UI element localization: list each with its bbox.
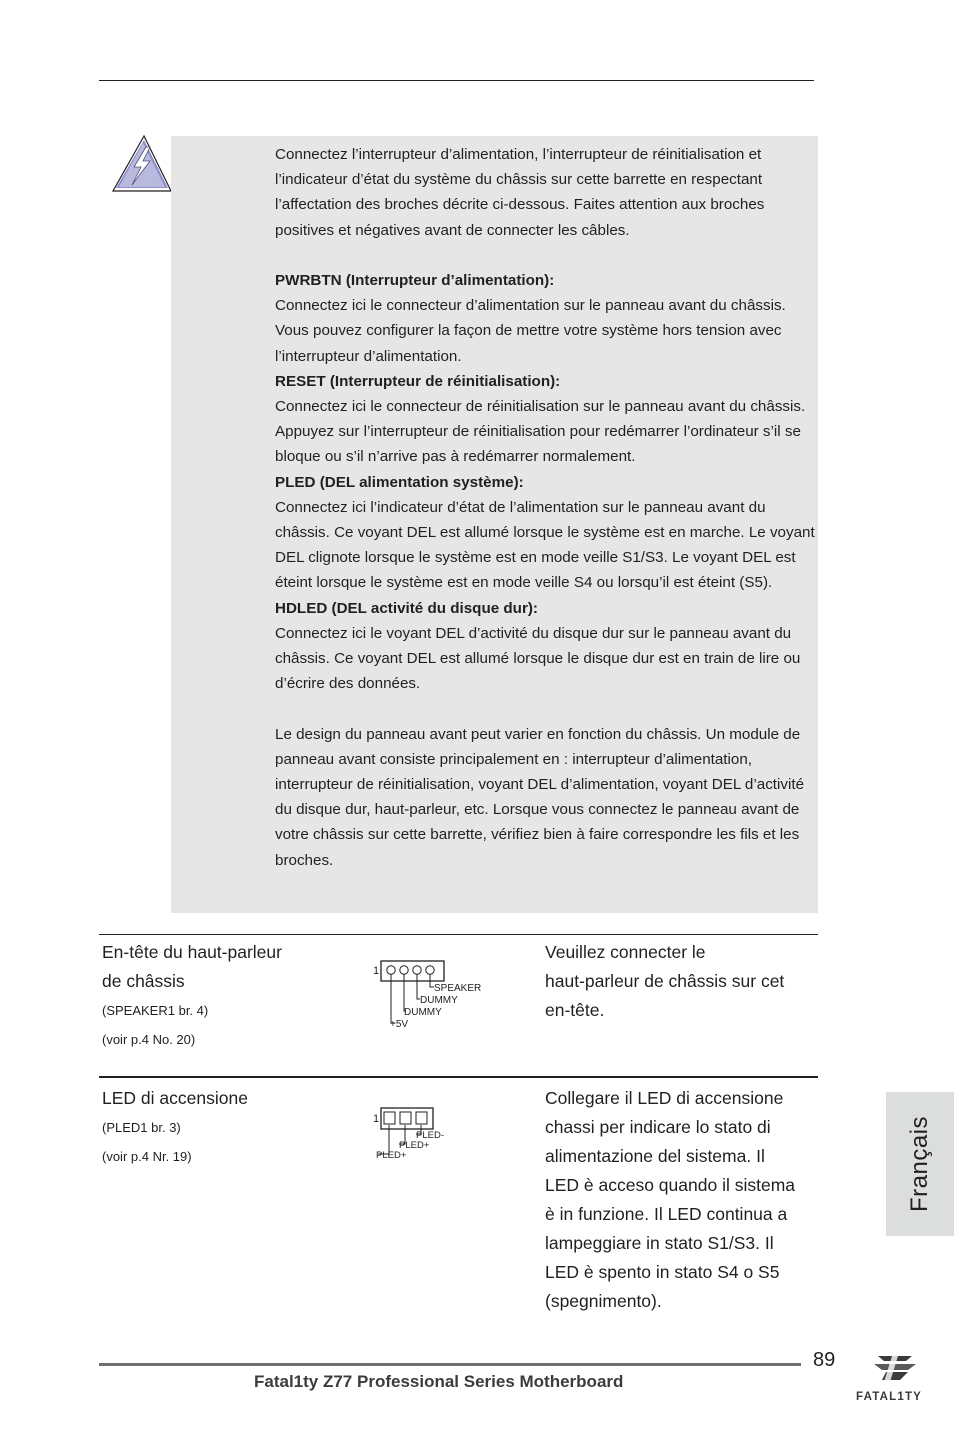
pled-text: Connectez ici l’indicateur d’état de l’alimentation sur le panneau avant du châssis. Ce voyant DEL est allumé lorsque le système est en marche. Le voyant DEL clignote lorsque le système est en mode veille S1/S3. Le voyant DEL est éteint lorsque le système est en mode veille S4 ou lorsqu’il est éteint (S5). bbox=[275, 498, 815, 592]
speaker-header-label bbox=[102, 938, 282, 1054]
led-pin-diagram bbox=[370, 1104, 470, 1164]
footer-rule bbox=[99, 1363, 801, 1366]
fatal1ty-logo bbox=[852, 1352, 934, 1408]
speaker-pin-label-speaker: SPEAKER bbox=[434, 983, 482, 994]
reset-title: RESET (Interrupteur de réinitialisation): bbox=[275, 372, 561, 390]
speaker-section-rule bbox=[99, 934, 818, 935]
led-desc-line: alimentazione del sistema. Il bbox=[545, 1146, 765, 1166]
speaker-pin-label-5v: +5V bbox=[390, 1019, 409, 1030]
page-number: 89 bbox=[813, 1349, 836, 1371]
top-rule bbox=[99, 80, 814, 81]
hdled-text: Connectez ici le voyant DEL d’activité du disque dur sur le panneau avant du châssis. Ce voyant DEL est allumé lorsque le disque dur est en train de lire ou d’écrire des données. bbox=[275, 624, 801, 693]
speaker-description bbox=[545, 938, 825, 1025]
warning-lightning-icon bbox=[110, 133, 174, 193]
speaker-pin1-label: 1 bbox=[373, 965, 380, 977]
led-title: LED di accensione bbox=[102, 1088, 248, 1108]
language-tab-label: Français bbox=[906, 1115, 933, 1213]
hdled-title: HDLED (DEL activité du disque dur): bbox=[275, 599, 538, 617]
speaker-pin-label-dummy1: DUMMY bbox=[420, 995, 458, 1006]
led-desc-line: LED è spento in stato S4 o S5 bbox=[545, 1262, 780, 1282]
led-pin1-label: 1 bbox=[373, 1113, 380, 1125]
led-ref: (PLED1 br. 3) bbox=[102, 1120, 181, 1135]
led-header-label bbox=[102, 1084, 248, 1171]
led-page-ref: (voir p.4 Nr. 19) bbox=[102, 1149, 192, 1164]
pwrbtn-text: Connectez ici le connecteur d’alimentation sur le panneau avant du châssis. Vous pouvez configurer la façon de mettre votre système hors tension avec l’interrupteur d’alimentation. bbox=[275, 297, 786, 365]
speaker-page-ref: (voir p.4 No. 20) bbox=[102, 1032, 196, 1047]
note-text bbox=[275, 142, 820, 873]
language-tab bbox=[886, 1092, 954, 1236]
fatal1ty-logo-text: FATAL1TY bbox=[856, 1391, 923, 1403]
footer-title: Fatal1ty Z77 Professional Series Motherboard bbox=[254, 1372, 624, 1391]
led-description bbox=[545, 1084, 825, 1316]
led-pin-label-plus2: PLED+ bbox=[376, 1150, 407, 1161]
speaker-title-line1: En-tête du haut-parleur bbox=[102, 942, 282, 962]
led-pin-label-plus1: PLED+ bbox=[399, 1140, 430, 1151]
led-pin-label-minus: PLED- bbox=[416, 1130, 444, 1141]
led-desc-line: LED è acceso quando il sistema bbox=[545, 1175, 795, 1195]
speaker-desc-line1: Veuillez connecter le bbox=[545, 942, 706, 962]
fatal1ty-emblem-icon bbox=[874, 1356, 916, 1382]
speaker-desc-line2: haut-parleur de châssis sur cet bbox=[545, 971, 785, 991]
speaker-ref: (SPEAKER1 br. 4) bbox=[102, 1003, 209, 1018]
speaker-pin-label-dummy2: DUMMY bbox=[404, 1007, 442, 1018]
led-desc-line: lampeggiare in stato S1/S3. Il bbox=[545, 1233, 774, 1253]
note-intro: Connectez l’interrupteur d’alimentation, l’interrupteur de réinitialisation et l’indicateur d’état du système du châssis sur cette barrette en respectant l’affectation des broches décrite ci-dessous. Faites attention aux broches positives et négatives avant de connecter les câbles. bbox=[275, 146, 765, 239]
speaker-title-line2: de châssis bbox=[102, 971, 185, 991]
pwrbtn-title: PWRBTN (Interrupteur d’alimentation): bbox=[275, 272, 555, 289]
led-desc-line: chassi per indicare lo stato di bbox=[545, 1117, 771, 1137]
pled-title: PLED (DEL alimentation système): bbox=[275, 473, 524, 491]
design-text: Le design du panneau avant peut varier en fonction du châssis. Un module de panneau avant consiste principalement en : interrupteur d’alimentation, interrupteur de réinitialisation, voyant DEL d’alimentation, voyant DEL d’activité du disque dur, haut-parleur, etc. Lorsque vous connectez le panneau avant de votre châssis sur cette barrette, vérifiez bien à faire correspondre les fils et les broches. bbox=[275, 725, 805, 869]
speaker-desc-line3: en-tête. bbox=[545, 1000, 605, 1020]
led-desc-line: è in funzione. Il LED continua a bbox=[545, 1204, 788, 1224]
led-desc-line: Collegare il LED di accensione bbox=[545, 1088, 784, 1108]
speaker-pin-diagram bbox=[370, 956, 500, 1036]
led-desc-line: (spegnimento). bbox=[545, 1291, 662, 1311]
led-section-rule bbox=[99, 1076, 818, 1078]
reset-text: Connectez ici le connecteur de réinitialisation sur le panneau avant du châssis. Appuyez sur l’interrupteur de réinitialisation pour redémarrer l’ordinateur s’il se bloque ou s’il n’arrive pas à redémarrer normalement. bbox=[275, 398, 806, 466]
